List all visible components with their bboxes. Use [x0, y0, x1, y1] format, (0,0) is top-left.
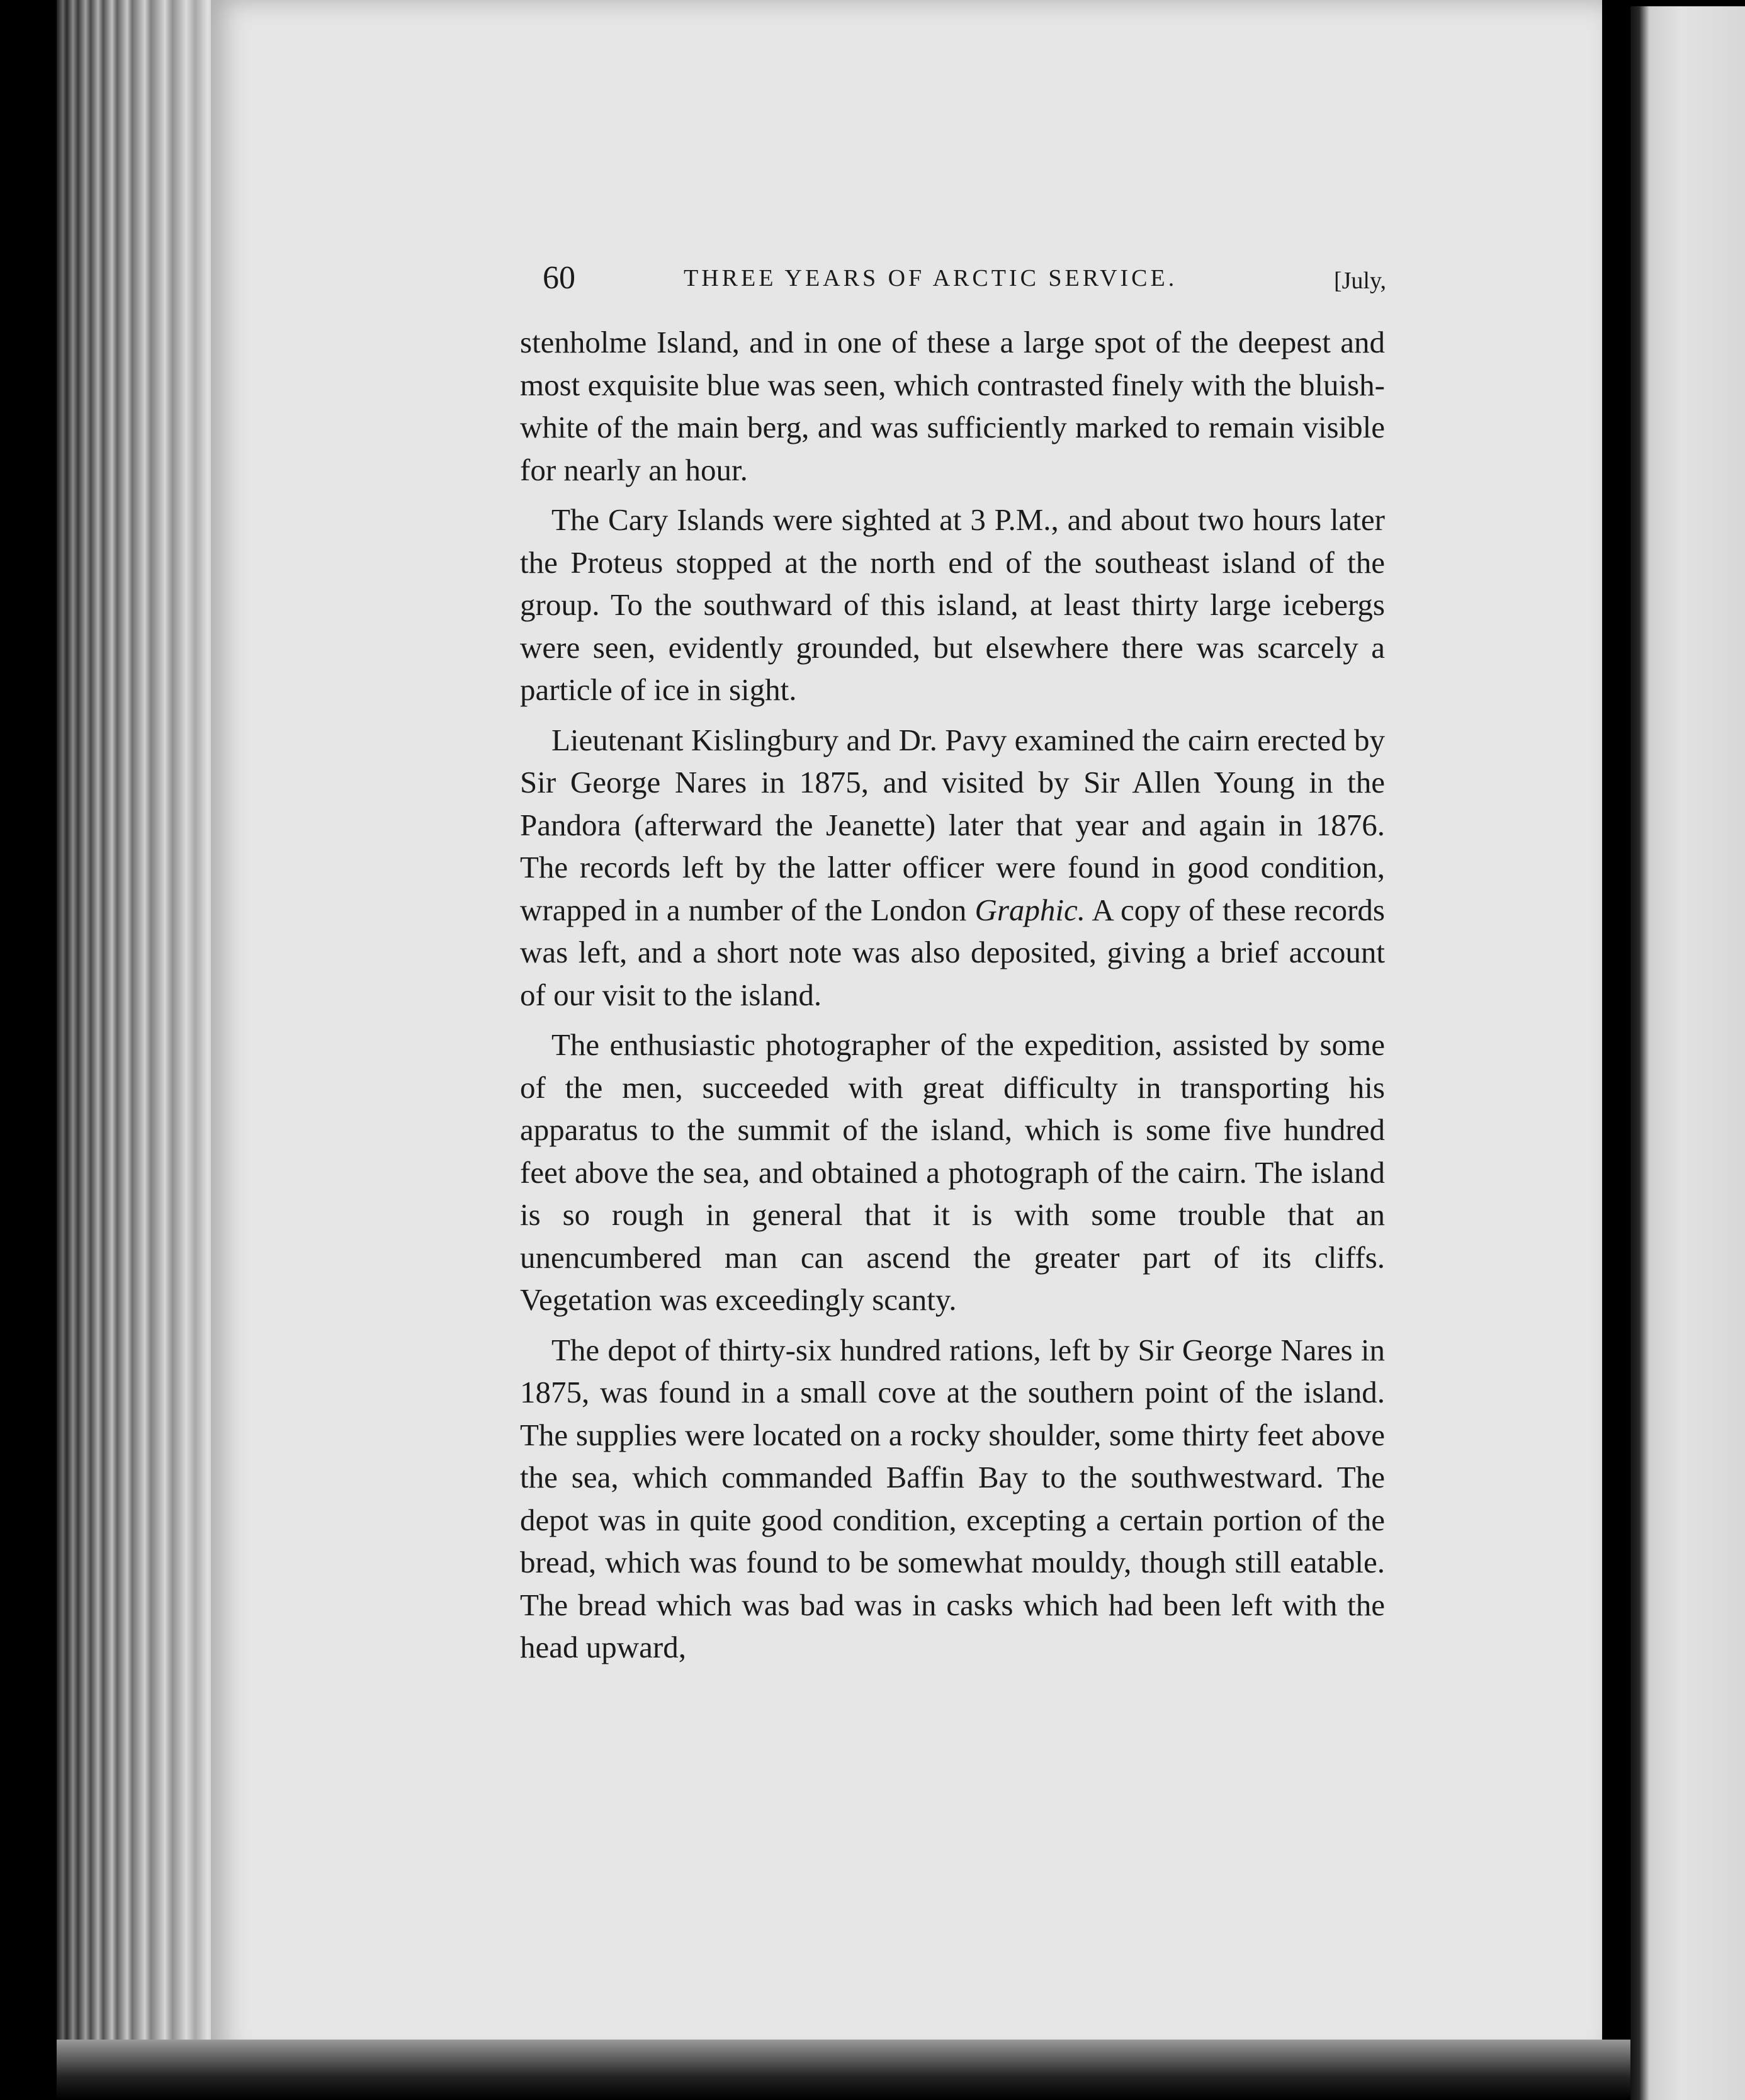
paragraph-3-text-after: A copy of these records was left, and a short note was also deposited, giving a brief account of our visit to the island.: [520, 892, 1385, 1012]
running-head: [543, 259, 1386, 303]
page-edges: [57, 0, 220, 2100]
running-month: [July,: [1333, 268, 1386, 294]
paragraph-5: The depot of thirty-six hundred rations, left by Sir George Nares in 1875, was found in a small cove at the southern point of the island. The supplies were located on a rocky shoulder, some thirty feet above the sea, which commanded Baffin Bay to the southwestward. The depot was in quite good condition, excepting a certain portion of the bread, which was found to be somewhat mouldy, though still eatable. The bread which was bad was in casks which had been left with the head upward,: [520, 1332, 1385, 1664]
paragraph-3-text-before: Lieutenant Kislingbury and Dr. Pavy examined the cairn erected by Sir George Nares in 1875, and visited by Sir Allen Young in the Pandora (afterward the Jeanette) later that year and again in 1876. The records left by the latter officer were found in good condition, wrapped in a number of the London: [520, 722, 1385, 927]
paragraph-1: stenholme Island, and in one of these a large spot of the deepest and most exquisite blue was seen, which contrasted finely with the bluish-white of the main berg, and was sufficiently marked to remain visible for nearly an hour.: [520, 325, 1385, 487]
page-number: 60: [543, 260, 575, 296]
running-title: THREE YEARS OF ARCTIC SERVICE.: [684, 265, 1178, 291]
body-text: [520, 321, 1385, 1676]
page-bottom-shadow: [57, 2040, 1630, 2100]
paragraph-4: The enthusiastic photographer of the expedition, assisted by some of the men, succeeded with great difficulty in transporting his apparatus to the summit of the island, which is some five hundred feet above the sea, and obtained a photograph of the cairn. The island is so rough in general that it is with some trouble that an unencumbered man can ascend the greater part of its cliffs. Vegetation was exceedingly scanty.: [520, 1027, 1385, 1317]
paragraph-3: [520, 719, 1385, 1017]
paragraph-2: The Cary Islands were sighted at 3 P.M., and about two hours later the Proteus stopped at the north end of the southeast island of the group. To the southward of this island, at least thirty large icebergs were seen, evidently grounded, but elsewhere there was scarcely a particle of ice in sight.: [520, 502, 1385, 707]
newspaper-title: Graphic.: [974, 892, 1086, 927]
next-page-edge: [1630, 6, 1745, 2100]
